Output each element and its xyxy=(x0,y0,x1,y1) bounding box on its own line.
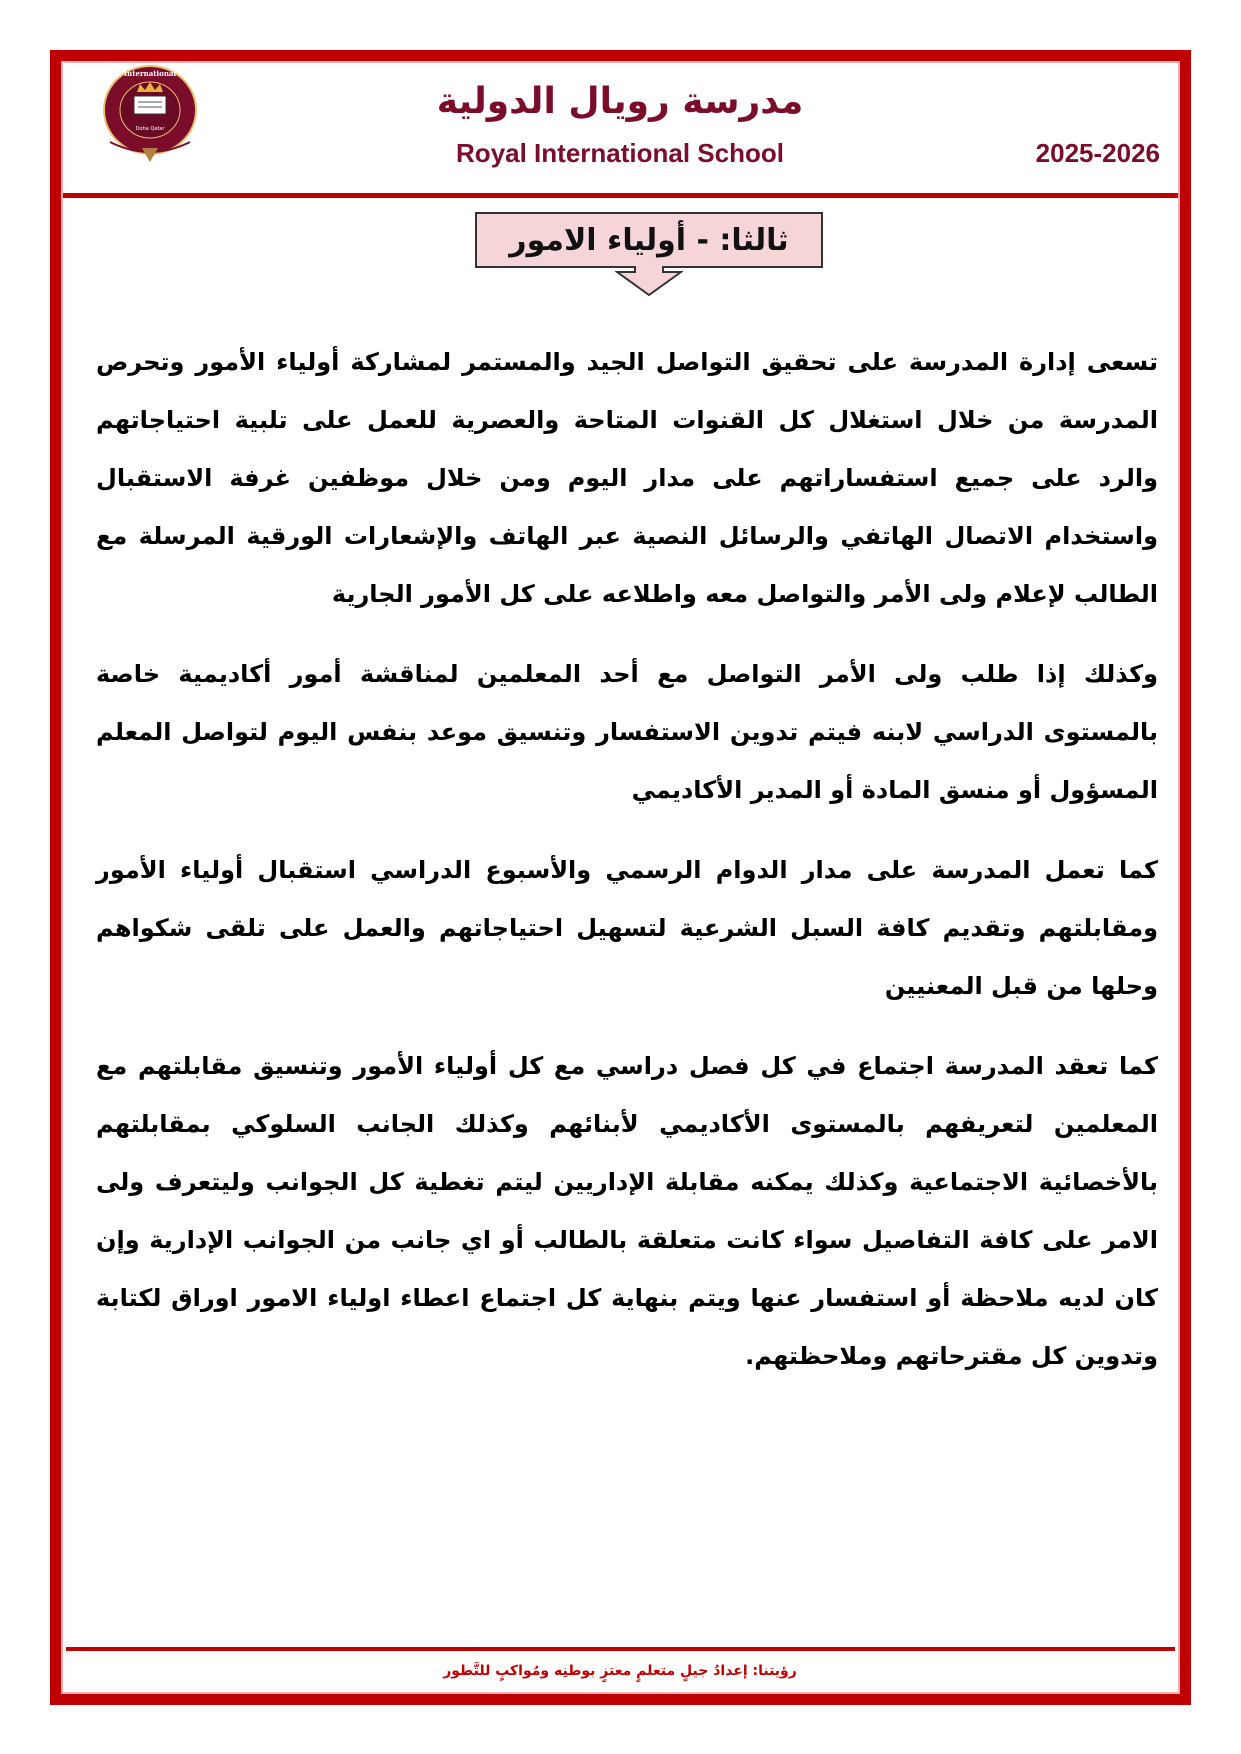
paragraph: كما تعقد المدرسة اجتماع في كل فصل دراسي مع كل أولياء الأمور وتنسيق مقابلتهم مع المعلمين لتعريفهم بالمستوى الأكاديمي لأبنائهم وكذلك الجانب السلوكي بمقابلتهم بالأخصائية الاجتماعية وكذلك يمكنه مقابلة الإداريين ليتم تغطية كل الجوانب وليتعرف ولى الامر على كافة التفاصيل سواء كانت متعلقة بالطالب أو اي جانب من الجوانب الإدارية وإن كان لديه ملاحظة أو استفسار عنها ويتم بنهاية كل اجتماع اعطاء اولياء الامور اوراق لكتابة وتدوين كل مقترحاتهم وملاحظتهم. xyxy=(96,1052,1158,1370)
svg-text:International: International xyxy=(123,69,177,78)
vision-statement: رؤيتنا: إعدادُ جيلٍ متعلمٍ معتزٍ بوطنِه ومُواكبٍ للتَّطور xyxy=(443,1663,797,1679)
paragraph: كما تعمل المدرسة على مدار الدوام الرسمي والأسبوع الدراسي استقبال أولياء الأمور ومقابلتهم وتقديم كافة السبل الشرعية لتسهيل احتياجاتهم والعمل على تلقى شكواهم وحلها من قبل المعنيين xyxy=(96,856,1158,1000)
school-name-arabic: مدرسة رويال الدولية xyxy=(436,81,804,122)
paragraph: وكذلك إذا طلب ولى الأمر التواصل مع أحد المعلمين لمناقشة أمور أكاديمية خاصة بالمستوى الدراسي لابنه فيتم تدوين الاستفسار وتنسيق موعد بنفس اليوم لتواصل المعلم المسؤول أو منسق المادة أو المدير الأكاديمي xyxy=(96,660,1158,804)
svg-text:Doha Qatar: Doha Qatar xyxy=(135,126,165,132)
section-title: ثالثا: - أولياء الامور xyxy=(509,222,789,258)
school-name-english: Royal International School xyxy=(456,138,784,168)
paragraph: تسعى إدارة المدرسة على تحقيق التواصل الجيد والمستمر لمشاركة أولياء الأمور وتحرص المدرسة من خلال استغلال كل القنوات المتاحة والعصرية للعمل على تلبية احتياجاتهم والرد على جميع استفساراتهم على مدار اليوم ومن خلال موظفين غرفة الاستقبال واستخدام الاتصال الهاتفي والرسائل النصية عبر الهاتف والإشعارات الورقية المرسلة مع الطالب لإعلام ولى الأمر والتواصل معه واطلاعه على كل الأمور الجارية xyxy=(96,348,1158,608)
section-title-box xyxy=(475,212,823,268)
academic-year: 2025-2026 xyxy=(1035,138,1160,168)
section-callout xyxy=(475,212,823,280)
header-divider xyxy=(63,193,1178,198)
document-body xyxy=(96,333,1158,1407)
down-arrow-icon xyxy=(615,266,683,296)
school-logo xyxy=(90,62,210,174)
footer-divider xyxy=(66,1647,1175,1651)
